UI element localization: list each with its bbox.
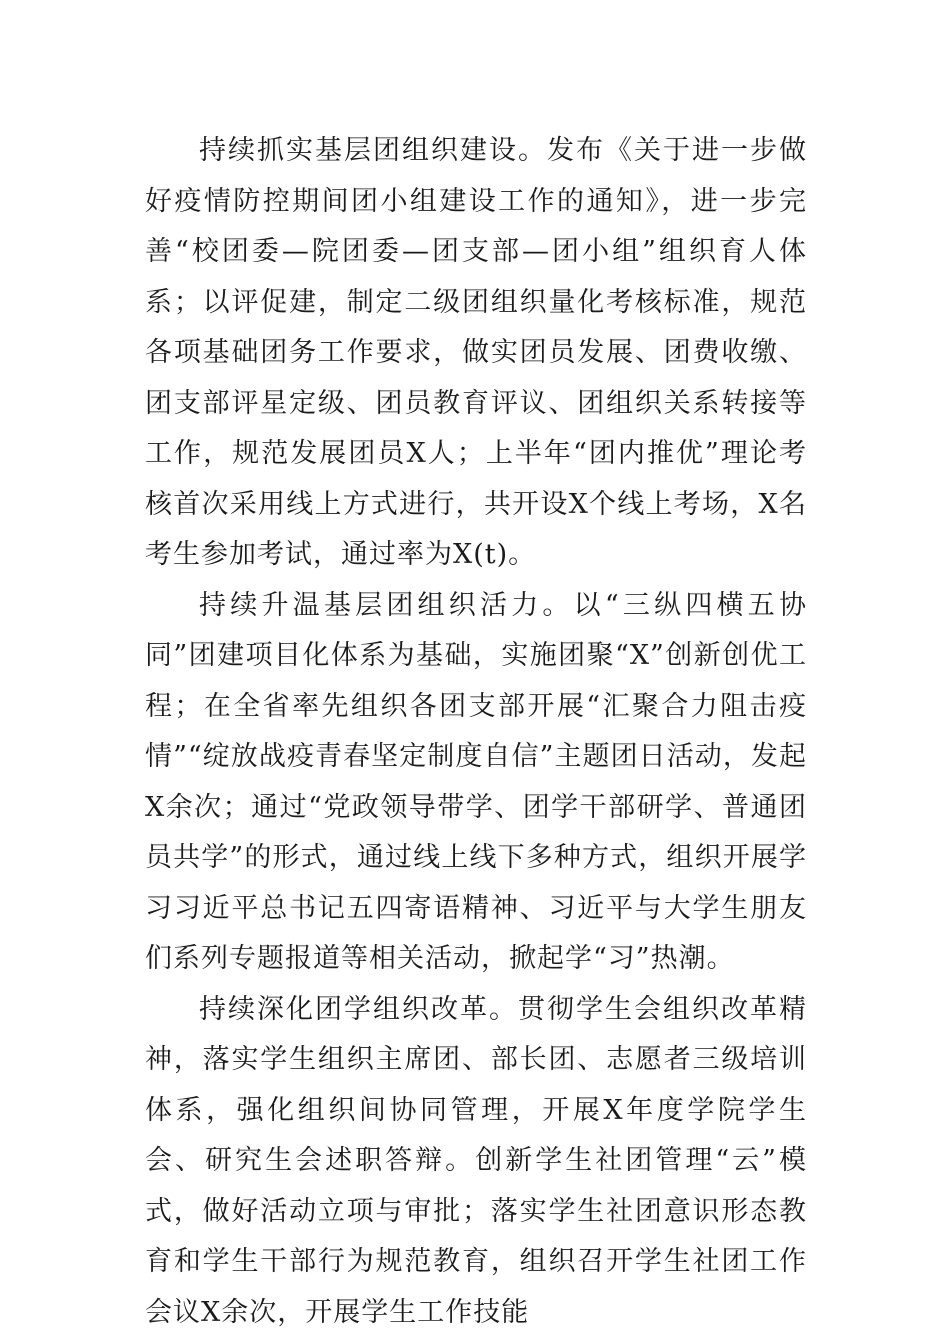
- paragraph-grassroots-construction: 持续抓实基层团组织建设。发布《关于进一步做好疫情防控期间团小组建设工作的通知》，进一步完善“校团委—院团委—团支部—团小组”组织育人体系；以评促建，制定二级团组织量化考核标准，规范各项基础团务工作要求，做实团员发展、团费收缴、团支部评星定级、团员教育评议、团组织关系转接等工作，规范发展团员X人；上半年“团内推优”理论考核首次采用线上方式进行，共开设X个线上考场，X名考生参加考试，通过率为X(t)。: [145, 135, 807, 570]
- document-body: [145, 126, 807, 1338]
- paragraph-grassroots-vitality: 持续升温基层团组织活力。以“三纵四横五协同”团建项目化体系为基础，实施团聚“X”创新创优工程；在全省率先组织各团支部开展“汇聚合力阻击疫情”“绽放战疫青春坚定制度自信”主题团日活动，发起X余次；通过“党政领导带学、团学干部研学、普通团员共学”的形式，通过线上线下多种方式，组织开展学习习近平总书记五四寄语精神、习近平与大学生朋友们系列专题报道等相关活动，掀起学“习”热潮。: [145, 589, 807, 974]
- paragraph-organization-reform: 持续深化团学组织改革。贯彻学生会组织改革精神，落实学生组织主席团、部长团、志愿者三级培训体系，强化组织间协同管理，开展X年度学院学生会、研究生会述职答辩。创新学生社团管理“云”模式，做好活动立项与审批；落实学生社团意识形态教育和学生干部行为规范教育，组织召开学生社团工作会议X余次，开展学生工作技能: [145, 993, 807, 1328]
